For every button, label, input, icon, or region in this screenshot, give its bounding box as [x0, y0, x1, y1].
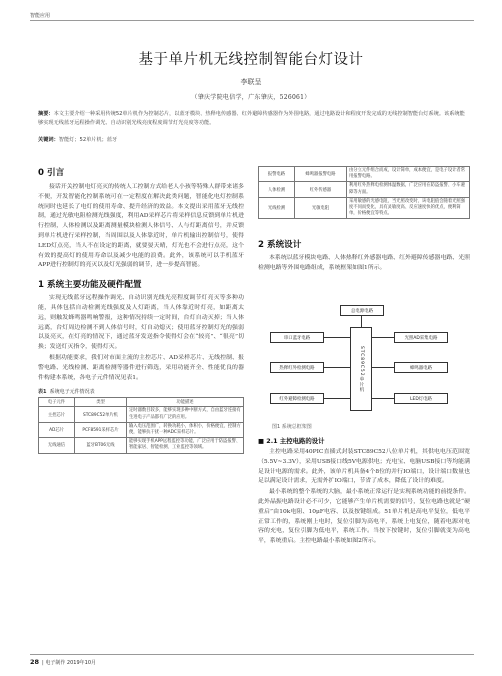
page-footer: [30, 658, 96, 666]
table-cell: 报警电路: [259, 167, 295, 182]
section-0-para-1: 接话开关控制电灯亮灭的传统人工控制方式给老人小孩等特殊人群带来诸多不便，开发智能化控制系统可在一定程度在解决此类问题，智能化电灯控制系统同时也延长了电灯的使用寿命、提升经济的效益。本文提出采用蓝牙无线控制，通过光敏电阻检测光线强度，利用AD采样芯片将采样信息反馈到单片机进行控制，人体检测以及距离测量模块检测人体信号、人与灯距离信号，并反馈到单片机进行采样控制，当周围以及人体靠近时，单片机输出控制信号，使得LED灯点亮，当人不在设定的距离，就要晏天晴，灯光也不会进行点亮，这个有效的提高灯的使用寿命以及减少电能的浪费。此外，该系统可以手机蓝牙APP进行控制灯的亮灭以及灯光强弱的调节，进一步提高智能。: [38, 184, 244, 269]
keywords: [38, 136, 466, 143]
section-2-1-para-2: 最小系统的整个系统的大脑，最小系统正常运行是实现系统功能的前提条件。此外晶振电路设计必不可少，它能够产生单片机需要的信号，复位电路也就是“硬重启”由10k电阻、10μF电容、以及按键组成。51单片机是高电平复位，低电平正常工作的，系统刚上电时，复位引脚为高电平，系统上电复位，随着电源对电容的充电，复位引脚为低电平，系统工作。当按下按键时，复位引脚就变为高电平，系统重启。主控电路最小系统如图2所示。: [258, 489, 470, 545]
section-1-para-1: 实现无线蓝牙远程操作调光、自动识别光线光亮程度调节灯亮灭等多种功能，具体包括自动检测光线强度及人灯距离，当人体靠近时灯亮，如距离太远，则触发蜂鸣器鸣响警报，这种情况持续一定时间，台灯自动灭掉；当人体远离，台灯周边检测不到人体信号时，灯自动熄灭；使用蓝牙控制灯光的强弱以及亮灭，在灯亮的情况下，通过蓝牙发送指令使得灯会在“较亮”、“很亮”切换；发送灯灭指令，使得灯灭。: [38, 295, 244, 351]
diagram-mcu-box: STC89C52单片机: [350, 327, 372, 411]
table-1-continued: [258, 166, 470, 219]
table-1-header: 类型: [75, 398, 127, 407]
table-row: [259, 197, 470, 219]
table-cell: 由分立元件组合而成，设计简单，成本便宜，是电子设计者常用报警电路。: [347, 167, 470, 182]
diagram-connector: [324, 367, 350, 368]
right-column-table: [258, 166, 470, 219]
table-cell: 输入电压范围广，转换功耗小，体积小，价格便宜，控制方便，能够抗干扰一种ADC采样芯片。: [127, 422, 244, 437]
table-cell: AD芯片: [39, 422, 75, 437]
table-cell: 人体检测: [259, 182, 295, 197]
section-2-intro: [258, 238, 470, 274]
diagram-ad-box: 光照AD采集电路: [394, 332, 448, 343]
section-2-heading: 2 系统设计: [258, 240, 302, 250]
section-2-1-para-1: 主控电路采用40PIC直插式封装STC89C52八位单片机，其供电电压范围宽（5.5V~3.3V），采用USB接口线5V电源供电；充电宝、电脑USB接口等均能满足设计电源的需求。此外，该单片机具备4个8位的并行IO端口，设计端口数量也足以满足设计需求，无需外扩IO端口，节省了成本，降低了设计的难度。: [258, 449, 470, 485]
table-cell: 红外传感器: [295, 182, 347, 197]
section-2-para-1: 本系统以蓝牙模块电路、人体热释红外感器电路、红外避障传感器电路、光照检测电路等外围电路组成，系统框架如图1所示。: [258, 255, 470, 271]
keywords-label: 关键词：: [38, 137, 59, 143]
left-column: [38, 166, 244, 454]
section-0-heading: 0 引言: [38, 168, 65, 178]
section-1-para-2: 根据功能要求，我们对市面主流的主控芯片、AD采样芯片、无线控制、报警电路、光线检测、距离检测等器件进行筛选，采用功能齐全、性能优良的器件构建本系统，各电子元件情况见表1。: [38, 354, 244, 381]
table-cell: STC89C52单片机: [75, 407, 127, 422]
footer-rule: [30, 654, 474, 655]
table-1-header: 电子元件: [39, 398, 75, 407]
table-row: [259, 182, 470, 197]
author: 李联呈: [240, 78, 262, 86]
table-cell: 定时器数目较多，能够实现多种中断方式，自由蓝牙连接有生进电子产品都有广泛的应用。: [127, 407, 244, 422]
diagram-ir-box: 红外避障检测电路: [270, 393, 324, 404]
table-1-caption-text: 系统电子元件情况表: [49, 389, 95, 396]
table-cell: 采用敏感的光感电阻，当光照改变时，该电阻值会随着光照强度不同而变化，具有灵敏度高、反应速度快的优点，便利简单，价格便宜等特点。: [347, 197, 470, 219]
diagram-buzzer-box: 蜂鸣器电路: [394, 362, 448, 373]
running-head: 智能应用: [30, 13, 51, 19]
abstract-text: 本文主要介绍一种采用传统52单片机作为控制芯片，以蓝牙模块、热释电传感器、红外避障传感器作为外围电路，通过电路设计和程度开发完成的无线控制智能台灯系统。该系统能够实现无线蓝牙远程操作调光、自动识别光线亮度程度调节灯光亮度等功能。: [38, 111, 465, 126]
table-1-header-row: [39, 398, 244, 407]
table-1-header: 功能描述: [127, 398, 244, 407]
keywords-text: 智能灯；52单片机；蓝牙: [58, 137, 118, 143]
table-1: [38, 397, 244, 453]
figure-1-caption: 图1 系统总框架图: [272, 424, 312, 430]
diagram-connector: [372, 367, 394, 368]
table-row: [259, 167, 470, 182]
table-cell: 蜂鸣器报警电路: [295, 167, 347, 182]
diagram-pir-box: 热释红外检测电路: [270, 362, 324, 373]
table-row: [39, 407, 244, 422]
diagram-bluetooth-box: 串口蓝牙电路: [270, 332, 324, 343]
diagram-connector: [324, 398, 350, 399]
abstract-label: 摘要：: [38, 111, 54, 117]
diagram-connector: [372, 337, 394, 338]
table-1-caption: [38, 388, 244, 395]
header-rule: [30, 20, 474, 21]
section-1-heading: 1 系统主要功能及硬件配置: [38, 280, 142, 291]
page-number: 28: [30, 658, 40, 666]
table-cell: 无线通信: [39, 438, 75, 453]
section-2-1: [258, 436, 470, 547]
table-cell: 蓝牙BT06无线: [75, 438, 127, 453]
table-1-label: 表1: [38, 389, 47, 396]
diagram-power-box: 总电源电路: [340, 305, 384, 316]
section-2-1-heading: ■ 2.1 主控电路的设计: [258, 437, 325, 445]
diagram-connector: [324, 337, 350, 338]
table-cell: 能够实现手机APP远程监控等功能，广泛应用于防盗报警、智能家居、智能检测、工业监控等领域。: [127, 438, 244, 453]
table-cell: 光敏电阻: [295, 197, 347, 219]
journal-info: | 电子制作 2019年10月: [42, 660, 96, 666]
table-cell: 利用红外热释电检测体温数据，广泛应用在防盗报警、小车避障等方面。: [347, 182, 470, 197]
diagram-connector: [372, 398, 394, 399]
diagram-led-box: LED灯电路: [394, 393, 448, 404]
paper-title: 基于单片机无线控制智能台灯设计: [138, 52, 364, 68]
abstract: [38, 110, 466, 128]
affiliation: （肇庆学院电信学，广东肇庆，526061）: [191, 94, 311, 101]
table-row: [39, 422, 244, 437]
table-cell: 主控芯片: [39, 407, 75, 422]
table-row: [39, 438, 244, 453]
table-cell: 光线检测: [259, 197, 295, 219]
table-cell: PCF8591采样芯片: [75, 422, 127, 437]
